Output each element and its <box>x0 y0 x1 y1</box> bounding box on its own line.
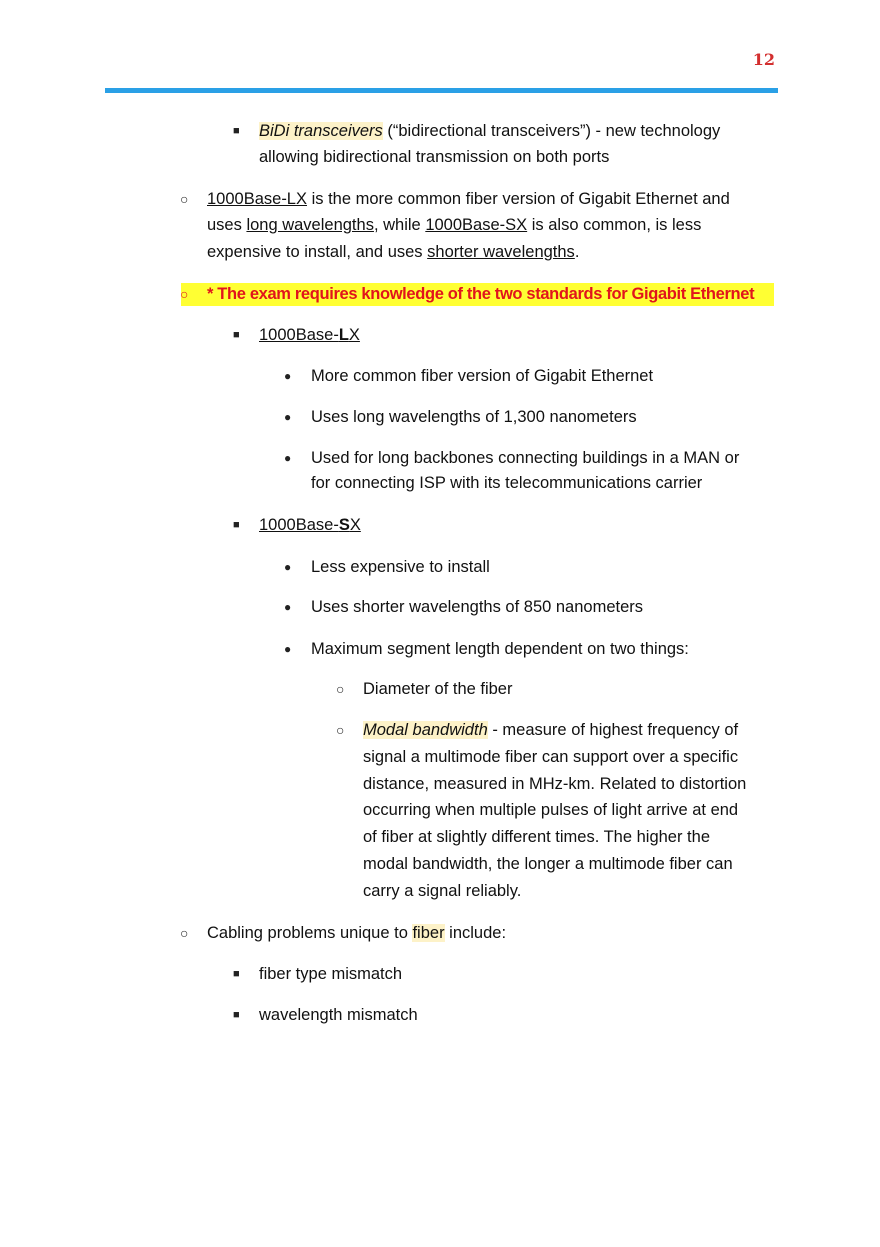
text: expensive to install, and uses <box>207 243 428 261</box>
bidi-text: (“bidirectional transceivers”) - new technology <box>382 122 721 140</box>
text: is the more common fiber version of Gigabit Ethernet and <box>307 190 730 208</box>
text: Diameter of the fiber <box>363 680 513 698</box>
circle-bullet-icon: ○ <box>180 925 189 941</box>
modal-line: of fiber at slightly different times. The higher the <box>363 828 710 846</box>
text: Uses long wavelengths of 1,300 nanometers <box>311 408 637 426</box>
list-item-cabling <box>180 920 507 947</box>
exam-note <box>180 281 755 308</box>
text: is also common, is less <box>527 216 702 234</box>
exam-note-text: * The exam requires knowledge of the two standards for Gigabit Ethernet <box>207 285 755 303</box>
text: , while <box>373 216 426 234</box>
text: L <box>338 326 349 344</box>
cabling-bullet-2 <box>233 1002 418 1029</box>
modal-line: occurring when multiple pulses of light arrive at end <box>363 801 739 819</box>
lx-term: 1000Base-LX <box>207 190 307 208</box>
sx-heading <box>233 512 361 539</box>
modal-line: distance, measured in MHz-km. Related to distortion <box>363 775 747 793</box>
text: Maximum segment length dependent on two things: <box>311 640 689 658</box>
modal-bandwidth-term: Modal bandwidth <box>363 721 488 739</box>
lx-heading <box>233 322 360 349</box>
sx-term: 1000Base-SX <box>425 216 528 234</box>
text: 1000Base- <box>259 326 339 344</box>
text: More common fiber version of Gigabit Ethernet <box>311 367 654 385</box>
circle-bullet-icon: ○ <box>336 681 345 697</box>
text: fiber type mismatch <box>259 965 403 983</box>
bidi-text-line2: allowing bidirectional transmission on both ports <box>259 148 610 166</box>
dot-bullet-icon: ● <box>284 451 292 465</box>
bidi-term: BiDi transceivers <box>259 122 383 140</box>
square-bullet-icon: ■ <box>233 1009 240 1021</box>
header-rule <box>105 88 778 93</box>
sx-sub-diameter <box>336 676 513 703</box>
circle-bullet-icon: ○ <box>336 722 345 738</box>
lx-bullet-3-line2: for connecting ISP with its telecommunications carrier <box>311 474 703 492</box>
text: Cabling problems unique to <box>207 924 413 942</box>
text: Uses shorter wavelengths of 850 nanometers <box>311 598 644 616</box>
sx-bullet-2 <box>284 594 644 621</box>
sx-sub-modal <box>336 717 739 744</box>
lx-bullet-2 <box>284 404 637 431</box>
dot-bullet-icon: ● <box>284 642 292 656</box>
square-bullet-icon: ■ <box>233 519 240 531</box>
sx-bullet-1 <box>284 554 490 581</box>
list-item-bidi <box>233 118 721 145</box>
text: uses <box>207 216 247 234</box>
text: wavelength mismatch <box>259 1006 418 1024</box>
fiber-term: fiber <box>412 924 445 942</box>
square-bullet-icon: ■ <box>233 968 240 980</box>
square-bullet-icon: ■ <box>233 329 240 341</box>
modal-line: signal a multimode fiber can support over a specific <box>363 748 739 766</box>
lx-bullet-1 <box>284 363 654 390</box>
text: X <box>348 326 360 344</box>
text: include: <box>444 924 507 942</box>
long-wavelengths-term: long wavelengths <box>246 216 374 234</box>
sx-bullet-3 <box>284 636 689 663</box>
page-number: 12 <box>752 50 775 69</box>
dot-bullet-icon: ● <box>284 560 292 574</box>
dot-bullet-icon: ● <box>284 410 292 424</box>
modal-line: modal bandwidth, the longer a multimode fiber can <box>363 855 733 873</box>
text: Used for long backbones connecting buildings in a MAN or <box>311 449 740 467</box>
text: S <box>338 516 350 534</box>
lx-sx-line3 <box>207 239 579 266</box>
text: - measure of highest frequency of <box>487 721 739 739</box>
modal-line: carry a signal reliably. <box>363 882 522 900</box>
dot-bullet-icon: ● <box>284 369 292 383</box>
circle-bullet-icon: ○ <box>180 191 189 207</box>
circle-bullet-icon: ○ <box>180 286 189 302</box>
text: . <box>574 243 580 261</box>
text: Less expensive to install <box>311 558 490 576</box>
lx-sx-line2 <box>207 212 701 239</box>
text: X <box>349 516 361 534</box>
text: 1000Base- <box>259 516 339 534</box>
lx-bullet-3 <box>284 445 740 472</box>
cabling-bullet-1 <box>233 961 403 988</box>
dot-bullet-icon: ● <box>284 600 292 614</box>
shorter-wavelengths-term: shorter wavelengths <box>427 243 575 261</box>
square-bullet-icon: ■ <box>233 125 240 137</box>
list-item-lx-sx <box>180 186 730 213</box>
